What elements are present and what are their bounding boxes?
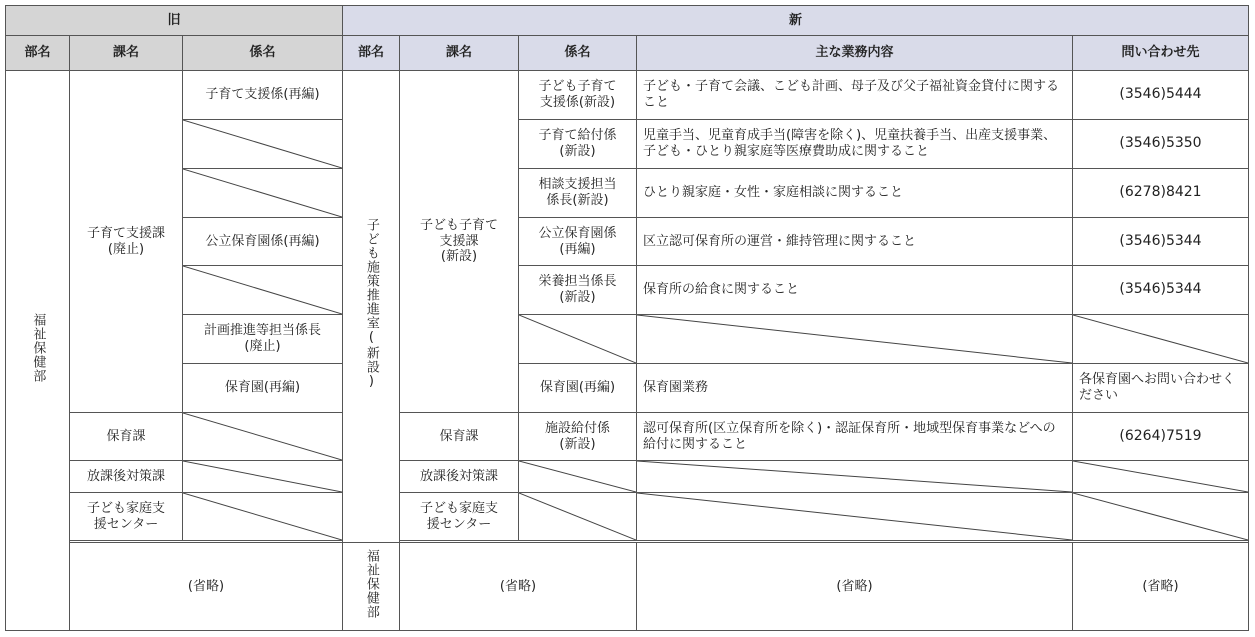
old-kakari-7	[183, 364, 343, 413]
new-contact-7	[1073, 364, 1249, 413]
diagonal-slash	[183, 461, 342, 492]
new-section-hoiku	[400, 413, 519, 461]
old-dept-label: 福祉保健部	[30, 313, 46, 384]
new-dept-label: 子ども施策推進室(新設)	[363, 218, 379, 391]
new-kakari-label: 子ども子育て 支援係(新設)	[538, 79, 617, 110]
old-hoiku-kakari-empty	[183, 413, 343, 461]
new-col-kakari: 係名	[519, 36, 637, 71]
new-kakari-label: 子育て給付係 (新設)	[538, 128, 617, 159]
old-section-kodomo-center-label: 子ども家庭支 援センター	[86, 500, 165, 532]
new-contact-label: (6264)7519	[1119, 427, 1202, 444]
new-kodomo-kakari-empty	[519, 493, 637, 541]
table-row	[6, 169, 1249, 218]
new-kakari-5	[519, 266, 637, 315]
new-col-work: 主な業務内容	[637, 36, 1073, 71]
new-kakari-1	[519, 71, 637, 120]
new-houkago-work-empty	[637, 461, 1073, 493]
new-section-houkago	[400, 461, 519, 493]
new-kakari-3	[519, 169, 637, 218]
old-section-hoiku-label: 保育課	[106, 428, 146, 444]
old-col-kakari: 係名	[183, 36, 343, 71]
new-houkago-contact-empty	[1073, 461, 1249, 493]
new-contact-label: (3546)5344	[1119, 232, 1202, 249]
new-kakari-label: 栄養担当係長 (新設)	[538, 274, 617, 305]
new-section-hoiku-label: 保育課	[439, 428, 479, 444]
old-kakari-3-empty	[183, 169, 343, 218]
old-dept-cell	[6, 71, 70, 631]
new-dept2-label: 福祉保健部	[363, 549, 379, 620]
old-section-main	[70, 71, 183, 413]
old-houkago-kakari-empty	[183, 461, 343, 493]
table-row	[6, 120, 1249, 169]
reorganization-table	[5, 5, 1249, 631]
table-row	[6, 315, 1249, 364]
new-col-contact: 問い合わせ先	[1073, 36, 1249, 71]
old-kakari-label: 計画推進等担当係長 (廃止)	[203, 323, 321, 354]
new-work-label: 認可保育所(区立保育所を除く)・認証保育所・地域型保育事業などへの給付に関すること	[643, 420, 1056, 452]
new-kakari-2	[519, 120, 637, 169]
old-kakari-1	[183, 71, 343, 120]
new-houkago-kakari-empty	[519, 461, 637, 493]
diagonal-slash	[183, 266, 342, 314]
table-row	[6, 266, 1249, 315]
new-kakari-label: 相談支援担当 係長(新設)	[538, 177, 617, 208]
table-row	[6, 493, 1249, 541]
diagonal-slash	[637, 461, 1072, 492]
reorganization-table-wrapper	[5, 5, 1248, 632]
new-omit-label: (省略)	[836, 578, 873, 594]
old-section-main-label: 子育て支援課 (廃止)	[86, 225, 165, 257]
new-omit-work	[637, 543, 1073, 631]
new-kakari-4	[519, 218, 637, 266]
new-work-6-empty	[637, 315, 1073, 364]
new-contact-3	[1073, 169, 1249, 218]
new-section-kodomo-center-label: 子ども家庭支 援センター	[419, 500, 498, 532]
new-contact-label: (3546)5344	[1119, 281, 1202, 298]
old-section-hoiku	[70, 413, 183, 461]
old-col-dept: 部名	[6, 36, 70, 71]
new-col-dept: 部名	[343, 36, 400, 71]
diagonal-slash	[637, 315, 1072, 363]
old-section-houkago	[70, 461, 183, 493]
old-kakari-5-empty	[183, 266, 343, 315]
old-kodomo-kakari-empty	[183, 493, 343, 541]
diagonal-slash	[183, 169, 342, 217]
table-row	[6, 543, 1249, 631]
new-col-section: 課名	[400, 36, 519, 71]
old-kakari-label: 子育て支援係(再編)	[205, 87, 320, 103]
new-header: 新	[343, 6, 1249, 36]
diagonal-slash	[519, 493, 636, 540]
old-col-section: 課名	[70, 36, 183, 71]
new-omit-label: (省略)	[1142, 578, 1179, 594]
new-kakari-label: 保育園(再編)	[539, 380, 616, 396]
diagonal-slash	[519, 461, 636, 492]
new-hoiku-contact	[1073, 413, 1249, 461]
table-row	[6, 218, 1249, 266]
table-row	[6, 461, 1249, 493]
diagonal-slash	[1073, 461, 1248, 492]
old-kakari-2-empty	[183, 120, 343, 169]
table-row	[6, 364, 1249, 413]
new-contact-label: (3546)5444	[1119, 86, 1202, 103]
new-work-3	[637, 169, 1073, 218]
new-work-4	[637, 218, 1073, 266]
new-hoiku-work	[637, 413, 1073, 461]
diagonal-slash	[1073, 493, 1248, 540]
diagonal-slash	[519, 315, 636, 363]
new-kakari-label: 公立保育園係 (再編)	[538, 225, 617, 257]
table-row	[6, 71, 1249, 120]
diagonal-slash	[183, 493, 342, 540]
diagonal-slash	[183, 413, 342, 460]
old-section-houkago-label: 放課後対策課	[86, 468, 165, 484]
new-work-label: 子ども・子育て会議、こども計画、母子及び父子福祉資金貸付に関すること	[643, 79, 1060, 110]
diagonal-slash	[1073, 315, 1248, 363]
new-dept2-cell	[343, 543, 400, 631]
new-work-label: ひとり親家庭・女性・家庭相談に関すること	[643, 185, 904, 201]
new-contact-6-empty	[1073, 315, 1249, 364]
diagonal-slash	[183, 120, 342, 168]
new-kodomo-contact-empty	[1073, 493, 1249, 541]
new-contact-label: 各保育園へお問い合わせください	[1079, 372, 1236, 403]
old-omit-label: (省略)	[187, 578, 225, 594]
new-section-main	[400, 71, 519, 413]
old-header: 旧	[6, 6, 343, 36]
new-hoiku-kakari	[519, 413, 637, 461]
old-omit	[70, 543, 343, 631]
new-omit-label: (省略)	[499, 578, 537, 594]
new-contact-label: (3546)5350	[1119, 135, 1202, 152]
new-work-label: 保育園業務	[643, 380, 709, 396]
new-kakari-label: 施設給付係 (新設)	[544, 420, 610, 452]
new-kodomo-work-empty	[637, 493, 1073, 541]
new-omit-contact	[1073, 543, 1249, 631]
new-work-5	[637, 266, 1073, 315]
new-contact-1	[1073, 71, 1249, 120]
old-kakari-4	[183, 218, 343, 266]
new-kakari-7	[519, 364, 637, 413]
new-contact-label: (6278)8421	[1119, 184, 1202, 201]
new-work-2	[637, 120, 1073, 169]
new-section-houkago-label: 放課後対策課	[419, 468, 498, 484]
diagonal-slash	[637, 493, 1072, 540]
new-work-label: 区立認可保育所の運営・維持管理に関すること	[643, 233, 917, 249]
new-work-7	[637, 364, 1073, 413]
old-kakari-6	[183, 315, 343, 364]
new-contact-5	[1073, 266, 1249, 315]
new-section-main-label: 子ども子育て 支援課 (新設)	[419, 217, 498, 265]
table-row	[6, 413, 1249, 461]
new-omit-section	[400, 543, 637, 631]
old-kakari-label: 保育園(再編)	[224, 380, 301, 396]
new-contact-4	[1073, 218, 1249, 266]
new-dept-cell	[343, 71, 400, 543]
new-work-1	[637, 71, 1073, 120]
new-section-kodomo-center	[400, 493, 519, 541]
old-kakari-label: 公立保育園係(再編)	[205, 233, 320, 249]
new-work-label: 保育所の給食に関すること	[643, 282, 800, 298]
new-contact-2	[1073, 120, 1249, 169]
old-section-kodomo-center	[70, 493, 183, 541]
new-work-label: 児童手当、児童育成手当(障害を除く)、児童扶養手当、出産支援事業、子ども・ひとり親家庭等医療費助成に関すること	[643, 128, 1057, 159]
new-kakari-6-empty	[519, 315, 637, 364]
